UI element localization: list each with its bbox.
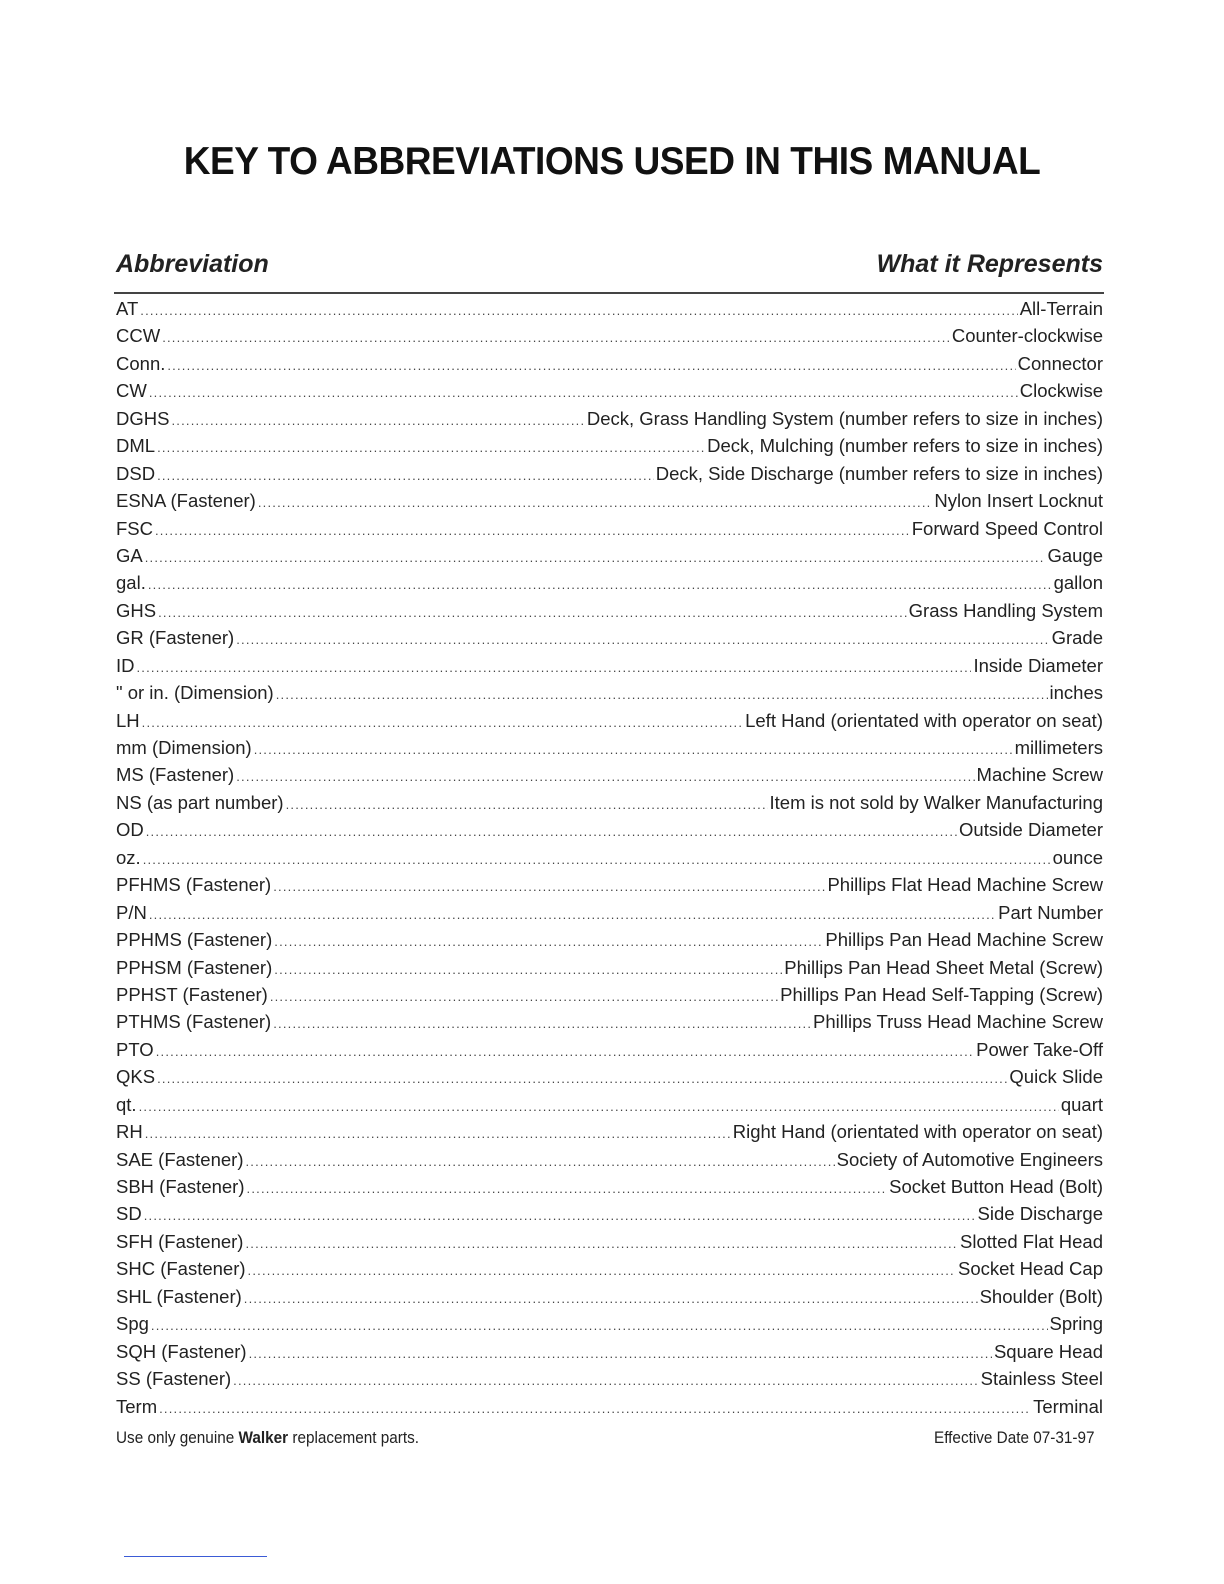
abbreviation: oz.	[116, 846, 141, 868]
list-item	[116, 761, 1103, 788]
meaning: Phillips Pan Head Machine Screw	[825, 929, 1103, 951]
abbreviation: SS (Fastener)	[116, 1368, 232, 1390]
meaning: Grass Handling System	[908, 599, 1103, 621]
meaning: inches	[1049, 682, 1103, 704]
list-item	[116, 899, 1103, 926]
abbreviation: CW	[116, 380, 147, 402]
meaning: quart	[1060, 1093, 1103, 1115]
abbreviation: SAE (Fastener)	[116, 1148, 244, 1170]
abbreviation: OD	[116, 819, 144, 841]
list-item	[116, 1008, 1103, 1035]
abbreviation: SBH (Fastener)	[116, 1176, 245, 1197]
meaning: Quick Slide	[1009, 1066, 1103, 1088]
meaning: Society of Automotive Engineers	[836, 1148, 1103, 1170]
dot-leader	[146, 818, 957, 845]
meaning: millimeters	[1014, 737, 1103, 758]
meaning: Slotted Flat Head	[960, 1230, 1103, 1252]
meaning: Deck, Side Discharge (number refers to size in inches)	[655, 462, 1103, 484]
dot-leader	[145, 1120, 731, 1147]
list-item	[116, 844, 1103, 871]
list-item	[116, 1283, 1103, 1310]
column-header-meaning: What it Represents	[876, 250, 1103, 278]
abbreviation: LH	[116, 709, 140, 731]
dot-leader	[236, 626, 1049, 653]
dot-leader	[273, 873, 825, 900]
abbreviation: AT	[116, 298, 139, 319]
meaning: Phillips Pan Head Self-Tapping (Screw)	[780, 983, 1103, 1005]
dot-leader	[246, 1148, 835, 1175]
abbreviation: PPHMS (Fastener)	[116, 929, 273, 951]
list-item	[116, 624, 1103, 651]
meaning: Forward Speed Control	[911, 517, 1103, 539]
dot-leader	[148, 571, 1052, 598]
list-item	[116, 652, 1103, 679]
abbreviation: PTHMS (Fastener)	[116, 1011, 272, 1033]
dot-leader	[140, 297, 1017, 324]
dot-leader	[157, 434, 705, 461]
list-item	[116, 981, 1103, 1008]
dot-leader	[171, 407, 584, 434]
abbreviation: P/N	[116, 901, 147, 923]
meaning: Outside Diameter	[959, 819, 1103, 841]
abbreviation: GHS	[116, 599, 157, 621]
meaning: Clockwise	[1019, 380, 1103, 402]
abbreviation: SHC (Fastener)	[116, 1258, 246, 1280]
column-header-abbreviation: Abbreviation	[116, 250, 269, 278]
list-item	[116, 432, 1103, 459]
list-item	[116, 1146, 1103, 1173]
abbreviation: SD	[116, 1203, 142, 1225]
abbreviation: Term	[116, 1395, 158, 1417]
dot-leader	[233, 1367, 978, 1394]
dot-leader	[142, 709, 743, 736]
abbreviation: Conn.	[116, 352, 166, 374]
meaning: Deck, Grass Handling System (number refers to size in inches)	[586, 407, 1103, 429]
abbreviation: ESNA (Fastener)	[116, 490, 256, 512]
list-item	[116, 679, 1103, 706]
list-item	[116, 350, 1103, 377]
list-item	[116, 1228, 1103, 1255]
abbreviation: Spg	[116, 1313, 149, 1335]
footer-note-pre: Use only genuine	[116, 1428, 239, 1447]
list-item	[116, 707, 1103, 734]
abbreviation: DGHS	[116, 407, 170, 429]
meaning: Socket Head Cap	[957, 1258, 1103, 1280]
list-item	[116, 1118, 1103, 1145]
meaning: Square Head	[993, 1340, 1103, 1362]
meaning: Machine Screw	[976, 764, 1103, 786]
dot-leader	[273, 1010, 811, 1037]
list-item	[116, 954, 1103, 981]
meaning: gallon	[1053, 572, 1103, 594]
meaning: Right Hand (orientated with operator on seat)	[732, 1121, 1103, 1143]
meaning: All-Terrain	[1019, 298, 1103, 319]
dot-leader	[254, 736, 1013, 763]
list-item	[116, 597, 1103, 624]
meaning: Phillips Pan Head Sheet Metal (Screw)	[784, 956, 1103, 978]
list-item	[116, 734, 1103, 761]
list-item	[116, 1393, 1103, 1420]
dot-leader	[276, 681, 1048, 708]
meaning: Phillips Truss Head Machine Screw	[813, 1011, 1103, 1033]
list-item	[116, 789, 1103, 816]
list-item	[116, 1063, 1103, 1090]
abbreviation: PPHSM (Fastener)	[116, 956, 273, 978]
abbreviation: SFH (Fastener)	[116, 1230, 244, 1252]
meaning: Phillips Flat Head Machine Screw	[827, 874, 1103, 896]
list-item	[116, 1365, 1103, 1392]
meaning: Counter-clockwise	[951, 325, 1103, 347]
abbreviation: DSD	[116, 462, 156, 484]
abbreviation: qt.	[116, 1093, 137, 1115]
abbreviation: GA	[116, 544, 143, 566]
dot-leader	[156, 1038, 974, 1065]
abbreviation: PPHST (Fastener)	[116, 983, 268, 1005]
dot-leader	[270, 983, 778, 1010]
meaning: Side Discharge	[977, 1203, 1103, 1225]
meaning: Terminal	[1033, 1395, 1103, 1417]
dot-leader	[139, 1093, 1059, 1120]
list-item	[116, 871, 1103, 898]
dot-leader	[159, 1395, 1031, 1422]
dot-leader	[137, 654, 972, 681]
dot-leader	[245, 1230, 958, 1257]
dot-leader	[149, 379, 1018, 406]
footer-note-post: replacement parts.	[288, 1428, 420, 1447]
abbreviation: gal.	[116, 572, 146, 594]
meaning: Left Hand (orientated with operator on seat)	[745, 709, 1103, 731]
list-item	[116, 542, 1103, 569]
list-item	[116, 926, 1103, 953]
meaning: Item is not sold by Walker Manufacturing	[769, 791, 1103, 813]
list-item	[116, 1200, 1103, 1227]
abbreviation: SHL (Fastener)	[116, 1285, 242, 1307]
abbreviation-list	[116, 295, 1103, 1420]
dot-leader	[162, 324, 950, 351]
header-divider	[114, 292, 1104, 294]
abbreviation: SQH (Fastener)	[116, 1340, 247, 1362]
meaning: Gauge	[1047, 544, 1103, 566]
abbreviation: " or in. (Dimension)	[116, 682, 274, 704]
effective-date: Effective Date 07-31-97	[934, 1428, 1095, 1447]
list-item	[116, 377, 1103, 404]
dot-leader	[157, 1065, 1007, 1092]
meaning: Deck, Mulching (number refers to size in inches)	[707, 435, 1103, 457]
abbreviation: ID	[116, 654, 135, 676]
meaning: Grade	[1051, 627, 1103, 649]
dot-leader	[144, 1202, 976, 1229]
abbreviation: CCW	[116, 325, 161, 347]
dot-leader	[249, 1340, 992, 1367]
dot-leader	[236, 763, 974, 790]
list-item	[116, 1310, 1103, 1337]
dot-leader	[248, 1257, 956, 1284]
dot-leader	[167, 352, 1015, 379]
dot-leader	[244, 1285, 978, 1312]
abbreviation: NS (as part number)	[116, 791, 284, 813]
abbreviation: MS (Fastener)	[116, 764, 235, 786]
dot-leader	[158, 599, 907, 626]
dot-leader	[149, 901, 996, 928]
dot-leader	[286, 791, 768, 818]
list-item	[116, 322, 1103, 349]
dot-leader	[151, 1312, 1048, 1339]
abbreviation: PTO	[116, 1038, 154, 1060]
abbreviation: QKS	[116, 1066, 156, 1088]
abbreviation: GR (Fastener)	[116, 627, 235, 649]
abbreviation: mm (Dimension)	[116, 737, 252, 758]
dot-leader	[145, 544, 1046, 571]
footer-note	[116, 1428, 419, 1448]
list-item	[116, 487, 1103, 514]
meaning: Part Number	[998, 901, 1103, 923]
abbreviation: FSC	[116, 517, 153, 539]
dot-leader	[274, 956, 782, 983]
list-item	[116, 816, 1103, 843]
dot-leader	[155, 517, 910, 544]
meaning: Inside Diameter	[973, 654, 1103, 676]
abbreviation: PFHMS (Fastener)	[116, 874, 272, 896]
dot-leader	[247, 1175, 888, 1202]
abbreviation: RH	[116, 1121, 143, 1143]
meaning: Socket Button Head (Bolt)	[889, 1176, 1103, 1197]
page-title: KEY TO ABBREVIATIONS USED IN THIS MANUAL	[183, 140, 1041, 183]
list-item	[116, 515, 1103, 542]
dot-leader	[258, 489, 933, 516]
list-item	[116, 1255, 1103, 1282]
list-item	[116, 1036, 1103, 1063]
meaning: Power Take-Off	[976, 1038, 1103, 1060]
meaning: Spring	[1049, 1313, 1103, 1335]
meaning: Stainless Steel	[980, 1368, 1103, 1390]
list-item	[116, 460, 1103, 487]
list-item	[116, 1173, 1103, 1200]
meaning: Connector	[1017, 352, 1103, 374]
meaning: ounce	[1052, 846, 1103, 868]
meaning: Nylon Insert Locknut	[934, 490, 1103, 512]
decorative-line	[124, 1556, 267, 1557]
dot-leader	[143, 846, 1051, 873]
dot-leader	[274, 928, 823, 955]
abbreviation: DML	[116, 435, 156, 457]
list-item	[116, 569, 1103, 596]
list-item	[116, 405, 1103, 432]
list-item	[116, 1091, 1103, 1118]
list-item	[116, 295, 1103, 322]
meaning: Shoulder (Bolt)	[979, 1285, 1103, 1307]
footer-brand: Walker	[238, 1428, 289, 1447]
dot-leader	[157, 462, 654, 489]
list-item	[116, 1338, 1103, 1365]
